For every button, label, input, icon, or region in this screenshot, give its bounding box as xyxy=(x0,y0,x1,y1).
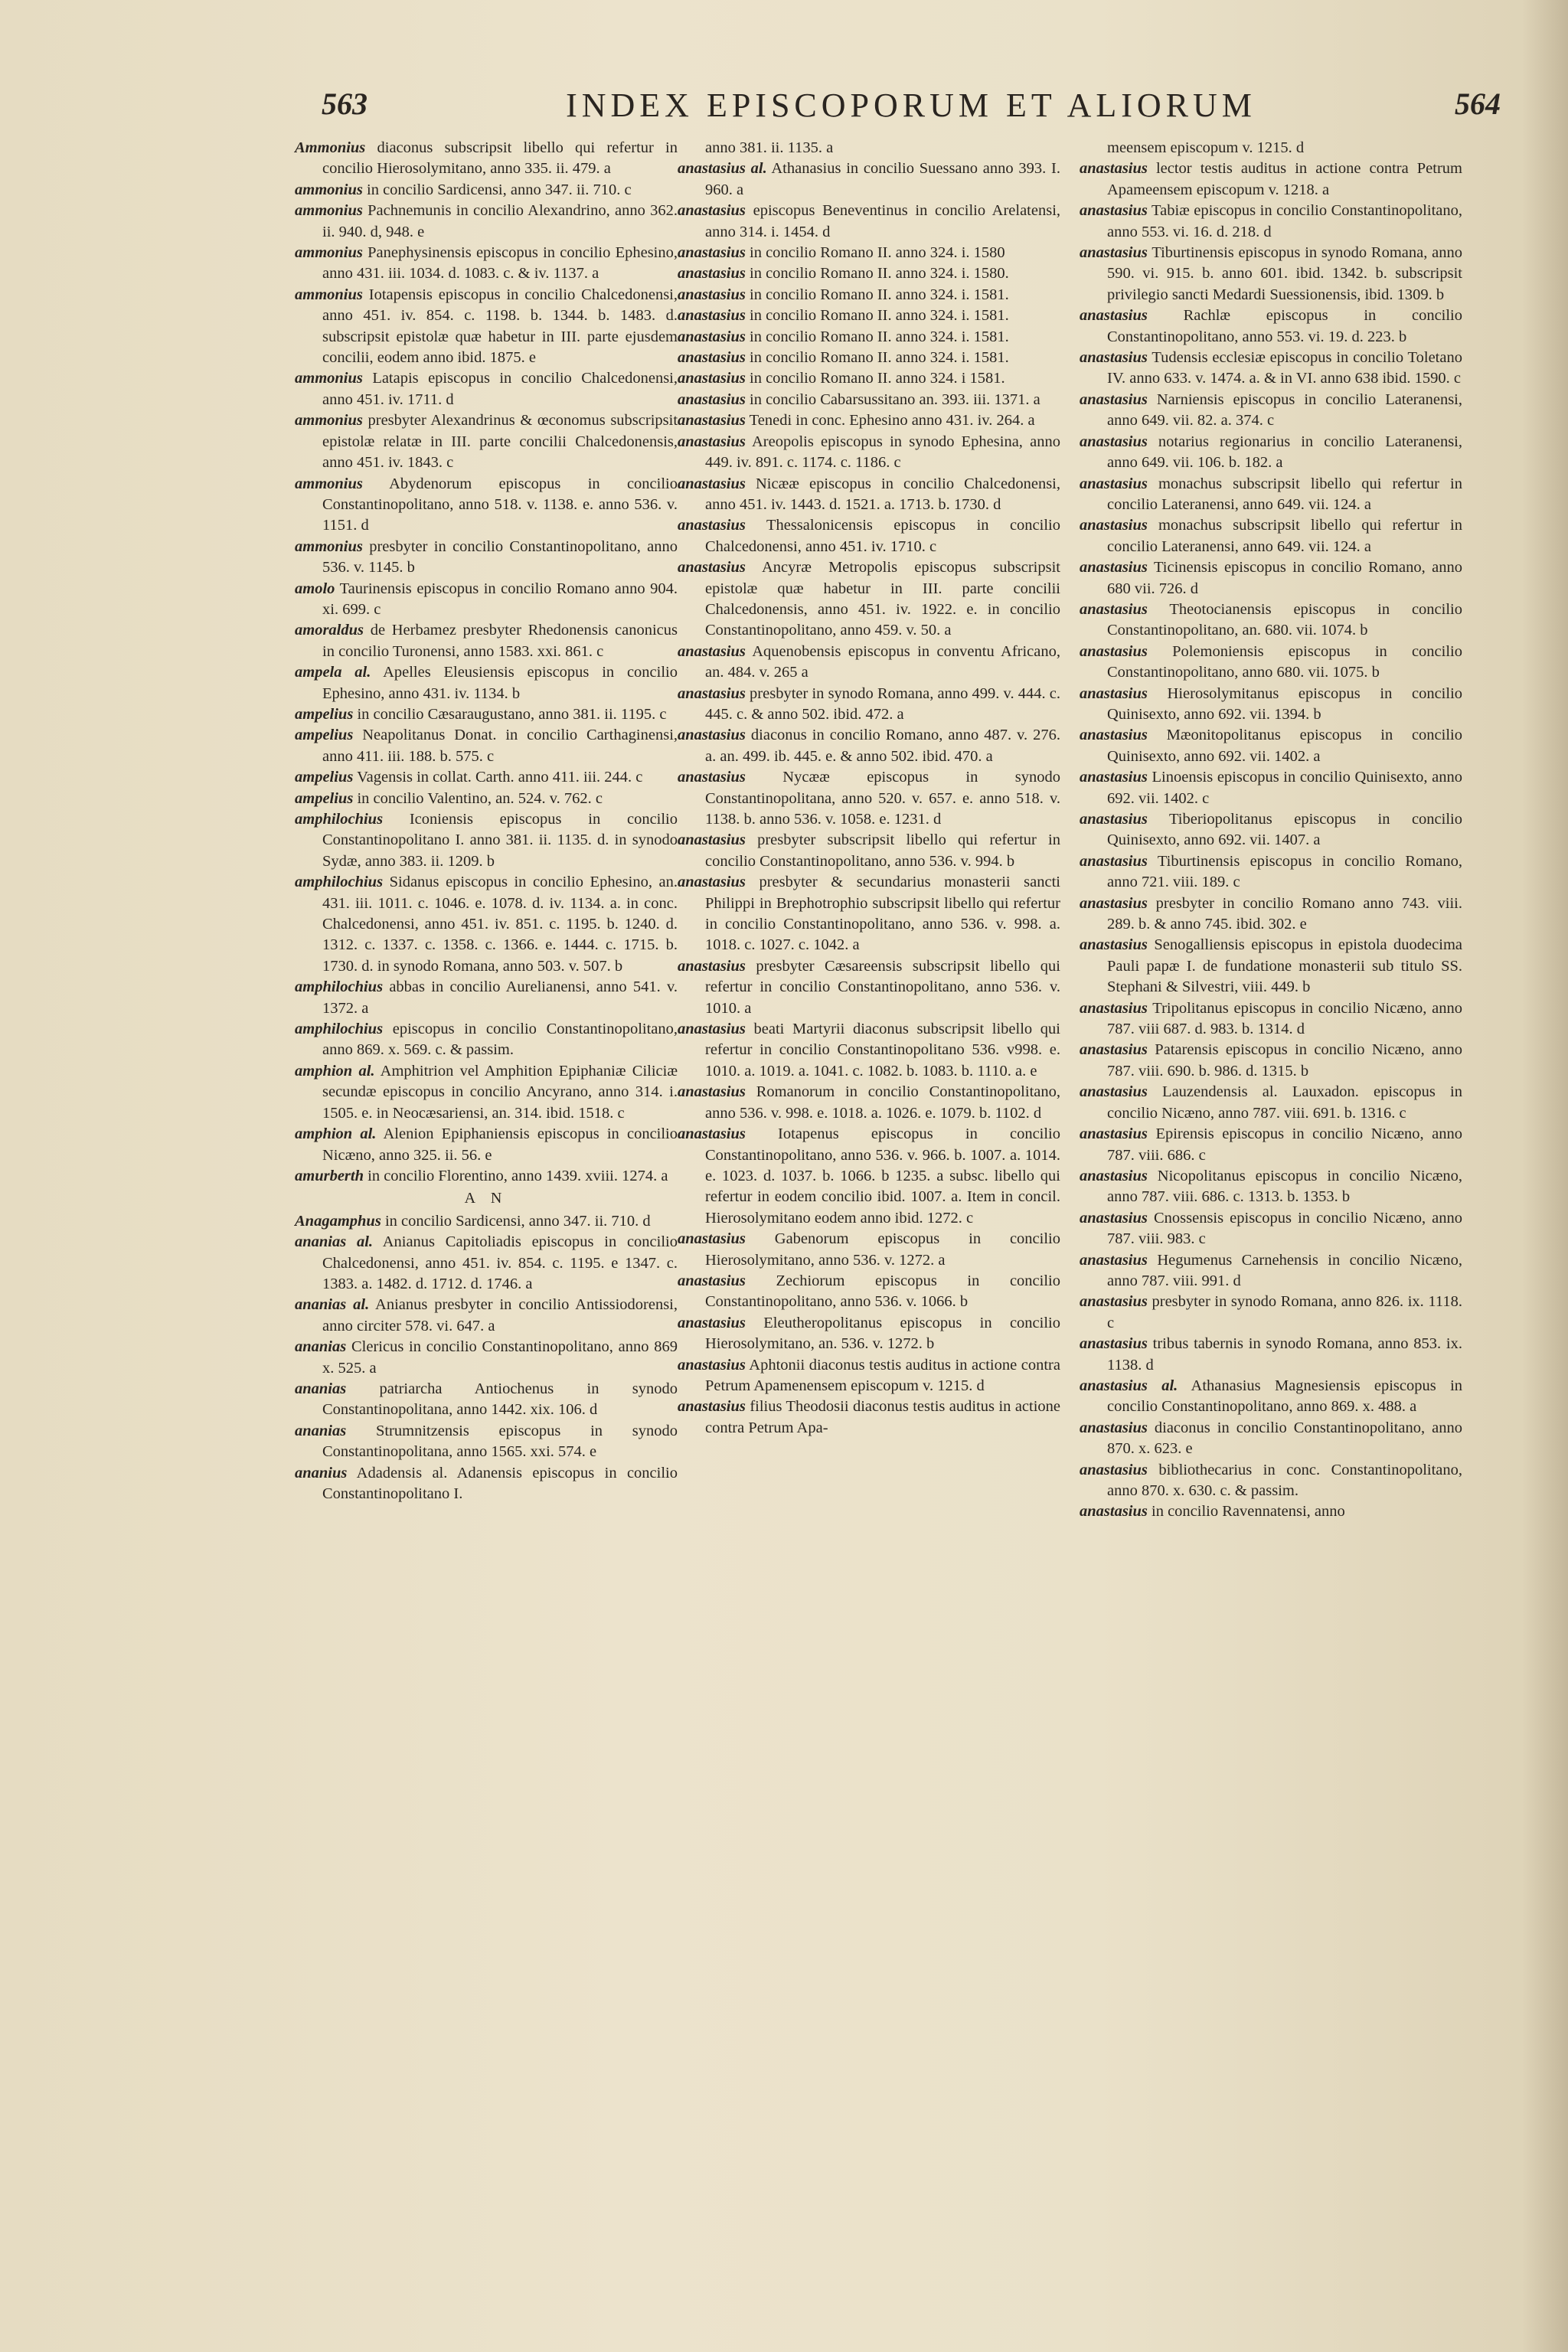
entry-text: Ancyræ Metropolis episcopus subscripsit epistolæ quæ habetur in III. parte concilii Chalcedonensis, anno 451. iv. 1922. e. in concilio Constantinopolitano, anno 459. v. 50. a xyxy=(705,559,1060,639)
entry-headword: anastasius xyxy=(678,559,746,577)
entry-text: in concilio Ravennatensi, anno xyxy=(1152,1503,1345,1521)
entry-headword: anastasius xyxy=(1080,1293,1148,1311)
entry-text: Tudensis ecclesiæ episcopus in concilio Toletano IV. anno 633. v. 1474. a. & in VI. anno 638 ibid. 1590. c xyxy=(1107,349,1462,387)
entry-headword: ammonius xyxy=(295,244,363,262)
index-entry xyxy=(678,684,1060,726)
entry-text: Vagensis in collat. Carth. anno 411. iii. 244. c xyxy=(357,769,643,786)
index-entry xyxy=(295,201,678,243)
entry-text: Taurinensis episcopus in concilio Romano anno 904. xi. 699. c xyxy=(322,580,678,618)
entry-text: in concilio Romano II. anno 324. i. 1581. xyxy=(750,307,1009,325)
entry-headword: anastasius xyxy=(678,957,746,975)
index-entry xyxy=(295,1124,678,1166)
entry-headword: anastasius xyxy=(678,286,746,303)
index-entry xyxy=(678,410,1060,431)
entry-headword: anastasius xyxy=(678,1125,746,1143)
index-entry xyxy=(678,158,1060,201)
entry-headword: anastasius xyxy=(678,349,746,367)
entry-text: Epirensis episcopus in concilio Nicæno, anno 787. viii. 686. c xyxy=(1107,1125,1463,1164)
index-entry xyxy=(1080,767,1462,809)
entry-headword: ampelius xyxy=(295,727,354,744)
entry-text: Gabenorum episcopus in concilio Hierosolymitano, anno 536. v. 1272. a xyxy=(705,1230,1060,1269)
index-entry xyxy=(678,1229,1060,1271)
index-entry xyxy=(678,557,1060,642)
index-entry xyxy=(295,977,678,1019)
entry-text: presbyter Cæsareensis subscripsit libello qui refertur in concilio Constantinopolitano, anno 536. v. 1010. a xyxy=(705,957,1061,1017)
index-entry xyxy=(295,620,678,662)
entry-text: Alenion Epiphaniensis episcopus in concilio Nicæno, anno 325. ii. 56. e xyxy=(322,1125,678,1164)
entry-text: diaconus in concilio Constantinopolitano, anno 870. x. 623. e xyxy=(1107,1419,1462,1458)
entry-headword: anastasius xyxy=(678,1356,746,1374)
entry-text: diaconus subscripsit libello qui refertur in concilio Hierosolymitano, anno 335. ii. 479. a xyxy=(322,139,678,178)
index-entry xyxy=(295,1211,678,1232)
entry-headword: Anagamphus xyxy=(295,1212,381,1230)
entry-text: Latapis episcopus in concilio Chalcedonensi, anno 451. iv. 1711. d xyxy=(322,370,678,408)
entry-text: Hegumenus Carnehensis in concilio Nicæno, anno 787. viii. 991. d xyxy=(1107,1251,1462,1289)
index-entry xyxy=(1080,138,1462,158)
entry-headword: anastasius xyxy=(1080,769,1148,786)
entry-text: anno 381. ii. 1135. a xyxy=(705,139,834,156)
index-entry xyxy=(1080,684,1462,726)
entry-text: in concilio Romano II. anno 324. i 1581. xyxy=(750,370,1005,387)
entry-text: episcopus in concilio Constantinopolitano, anno 869. x. 569. c. & passim. xyxy=(322,1021,678,1059)
entry-headword: amphilochius xyxy=(295,978,384,996)
index-entry xyxy=(678,263,1060,284)
entry-text: Iotapensis episcopus in concilio Chalcedonensi, anno 451. iv. 854. c. 1198. b. 1344. b. 1483. d. subscripsit epistolæ quæ habetur in III. parte ejusdem concilii, eodem anno ibid. 1875. e xyxy=(322,286,678,367)
entry-text: Tiburtinensis episcopus in synodo Romana, anno 590. vi. 915. b. anno 601. ibid. 1342. b. subscripsit privilegio sancti Medardi Suessionensis, ibid. 1309. b xyxy=(1107,244,1462,303)
index-entry xyxy=(1080,809,1462,851)
index-entry xyxy=(1080,893,1462,936)
index-entry xyxy=(1080,935,1462,998)
entry-text: Tabiæ episcopus in concilio Constantinopolitano, anno 553. vi. 16. d. 218. d xyxy=(1107,202,1462,240)
index-entry xyxy=(295,243,678,285)
index-entry xyxy=(295,767,678,788)
index-entry xyxy=(678,432,1060,474)
entry-headword: anastasius xyxy=(678,433,746,450)
entry-headword: anastasius xyxy=(1080,894,1148,912)
entry-text: episcopus Beneventinus in concilio Arelatensi, anno 314. i. 1454. d xyxy=(705,202,1061,240)
index-entry xyxy=(678,305,1060,326)
entry-text: in concilio Florentino, anno 1439. xviii. 1274. a xyxy=(368,1167,668,1184)
index-entry xyxy=(678,138,1060,158)
entry-headword: anastasius xyxy=(1080,1209,1148,1227)
entry-headword: anastasius xyxy=(678,370,746,387)
entry-text: Zechiorum episcopus in concilio Constantinopolitano, anno 536. v. 1066. b xyxy=(705,1272,1060,1311)
entry-text: Strumnitzensis episcopus in synodo Constantinopolitana, anno 1565. xxi. 574. e xyxy=(322,1422,678,1461)
index-entry xyxy=(678,285,1060,305)
entry-headword: anastasius xyxy=(1080,1167,1148,1184)
index-entry xyxy=(295,872,678,977)
entry-headword: anastasius xyxy=(678,517,746,534)
entry-headword: anastasius xyxy=(1080,517,1148,534)
entry-headword: ananias al. xyxy=(295,1233,374,1251)
entry-text: Nicææ episcopus in concilio Chalcedonensi, anno 451. iv. 1443. d. 1521. a. 1713. b. 1730. d xyxy=(705,475,1060,513)
entry-headword: anastasius xyxy=(678,684,746,702)
entry-text: Iconiensis episcopus in concilio Constantinopolitano I. anno 381. ii. 1135. d. in synodo Sydæ, anno 383. ii. 1209. b xyxy=(322,811,678,870)
index-entry xyxy=(295,410,678,473)
entry-text: Sidanus episcopus in concilio Ephesino, an. 431. iii. 1011. c. 1046. e. 1078. d. iv. 1134. a. in conc. Chalcedonensi, anno 451. iv. 851. c. 1195. b. 1240. d. 1312. c. 1337. c. 1358. c. 1366. e. 1444. c. 1715. b. 1730. d. in synodo Romana, anno 503. v. 507. b xyxy=(322,874,678,975)
index-entry xyxy=(678,956,1060,1019)
index-entry xyxy=(1080,390,1462,432)
entry-headword: anastasius xyxy=(1080,1083,1148,1101)
entry-text: monachus subscripsit libello qui refertur in concilio Lateranensi, anno 649. vii. 124. a xyxy=(1107,517,1463,555)
entry-headword: ammonius xyxy=(295,181,363,198)
entry-headword: anastasius xyxy=(1080,852,1148,870)
index-entry xyxy=(1080,432,1462,474)
entry-text: Neapolitanus Donat. in concilio Carthaginensi, anno 411. iii. 188. b. 575. c xyxy=(322,727,678,765)
index-entry xyxy=(295,474,678,537)
index-entry xyxy=(678,1019,1060,1082)
entry-text: meensem episcopum v. 1215. d xyxy=(1107,139,1305,156)
index-entry xyxy=(1080,1501,1462,1522)
entry-headword: ammonius xyxy=(295,286,363,303)
entry-headword: anastasius xyxy=(678,769,746,786)
entry-text: Eleutheropolitanus episcopus in concilio Hierosolymitano, an. 536. v. 1272. b xyxy=(705,1314,1060,1353)
entry-headword: anastasius xyxy=(1080,160,1148,178)
entry-text: Tenedi in conc. Ephesino anno 431. iv. 264. a xyxy=(749,412,1035,430)
index-entry xyxy=(1080,998,1462,1040)
entry-text: in concilio Sardicensi, anno 347. ii. 710. d xyxy=(384,1212,651,1230)
index-entry xyxy=(1080,243,1462,305)
left-page-number: 563 xyxy=(322,87,368,121)
entry-text: Narniensis episcopus in concilio Lateranensi, anno 649. vii. 82. a. 374. c xyxy=(1107,390,1463,430)
entry-headword: anastasius xyxy=(678,475,746,492)
index-column-2 xyxy=(678,138,1060,1439)
entry-headword: anastasius xyxy=(1080,727,1148,744)
entry-headword: anastasius xyxy=(1080,475,1148,492)
index-entry xyxy=(678,1082,1060,1124)
index-entry xyxy=(295,579,678,621)
entry-headword: anastasius xyxy=(678,1314,746,1331)
entry-text: Polemoniensis episcopus in concilio Constantinopolitano, anno 680. vii. 1075. b xyxy=(1107,642,1462,681)
entry-headword: amphion al. xyxy=(295,1062,375,1080)
index-entry xyxy=(678,1313,1060,1355)
entry-headword: ampela al. xyxy=(295,664,371,681)
entry-headword: anastasius xyxy=(1080,390,1148,408)
index-entry xyxy=(678,390,1060,410)
entry-text: Nicopolitanus episcopus in concilio Nicæno, anno 787. viii. 686. c. 1313. b. 1353. b xyxy=(1107,1167,1462,1206)
entry-text: Tripolitanus episcopus in concilio Nicæno, anno 787. viii 687. d. 983. b. 1314. d xyxy=(1107,999,1462,1038)
index-entry xyxy=(678,327,1060,348)
entry-headword: anastasius xyxy=(678,1272,746,1289)
index-entry xyxy=(678,515,1060,557)
entry-headword: anastasius xyxy=(678,244,746,262)
index-entry xyxy=(1080,1208,1462,1250)
entry-text: in concilio Valentino, an. 524. v. 762. c xyxy=(357,789,603,807)
entry-text: Pachnemunis in concilio Alexandrino, anno 362. ii. 940. d, 948. e xyxy=(322,202,678,240)
index-entry xyxy=(678,872,1060,956)
entry-headword: amphilochius xyxy=(295,1021,384,1038)
entry-headword: amurberth xyxy=(295,1167,364,1184)
entry-text: Anianus presbyter in concilio Antissiodorensi, anno circiter 578. vi. 647. a xyxy=(322,1296,678,1334)
entry-text: presbyter subscripsit libello qui refertur in concilio Constantinopolitano, anno 536. v. 994. b xyxy=(705,831,1060,870)
index-entry xyxy=(295,1337,678,1379)
entry-text: in concilio Sardicensi, anno 347. ii. 710. c xyxy=(367,181,632,198)
entry-headword: ammonius xyxy=(295,475,363,492)
index-entry xyxy=(1080,1166,1462,1208)
entry-headword: anastasius al. xyxy=(1080,1377,1178,1394)
entry-headword: anastasius xyxy=(678,1398,746,1416)
entry-text: presbyter in synodo Romana, anno 499. v. 444. c. 445. c. & anno 502. ibid. 472. a xyxy=(705,684,1060,723)
entry-headword: ananias xyxy=(295,1422,347,1439)
index-entry xyxy=(1080,305,1462,348)
entry-text: tribus tabernis in synodo Romana, anno 853. ix. 1138. d xyxy=(1107,1335,1463,1374)
index-entry xyxy=(678,348,1060,368)
index-entry xyxy=(1080,1082,1462,1124)
index-entry xyxy=(678,830,1060,872)
entry-headword: anastasius xyxy=(1080,1503,1148,1521)
entry-text: Senogalliensis episcopus in epistola duodecima Pauli papæ I. de fundatione monasterii sub titulo SS. Stephani & Silvestri, viii. 449. b xyxy=(1107,936,1462,996)
index-entry xyxy=(678,1355,1060,1397)
entry-headword: anastasius xyxy=(1080,1251,1148,1269)
entry-headword: amolo xyxy=(295,580,335,597)
entry-headword: ammonius xyxy=(295,370,363,387)
index-entry xyxy=(295,725,678,767)
entry-headword: ananias xyxy=(295,1338,347,1356)
entry-text: Romanorum in concilio Constantinopolitano, anno 536. v. 998. e. 1018. a. 1026. e. 1079. b. 1102. d xyxy=(705,1083,1060,1122)
entry-headword: anastasius xyxy=(678,727,746,744)
index-entry xyxy=(295,368,678,410)
entry-headword: amphilochius xyxy=(295,811,384,828)
entry-headword: anastasius xyxy=(1080,642,1148,660)
entry-text: presbyter in synodo Romana, anno 826. ix. 1118. c xyxy=(1107,1293,1462,1331)
entry-headword: anastasius xyxy=(678,412,746,430)
entry-text: Anianus Capitoliadis episcopus in concilio Chalcedonensi, anno 451. iv. 854. c. 1195. e 1347. c. 1383. a. 1482. d. 1712. d. 1746. a xyxy=(322,1233,678,1292)
entry-text: diaconus in concilio Romano, anno 487. v. 276. a. an. 499. ib. 445. e. & anno 502. ibid. 470. a xyxy=(705,727,1061,765)
entry-headword: ammonius xyxy=(295,537,363,555)
entry-headword: anastasius xyxy=(1080,1461,1148,1478)
index-entry xyxy=(678,474,1060,516)
entry-text: presbyter in concilio Romano anno 743. viii. 289. b. & anno 745. ibid. 302. e xyxy=(1107,894,1462,933)
entry-text: bibliothecarius in conc. Constantinopolitano, anno 870. x. 630. c. & passim. xyxy=(1107,1461,1462,1499)
index-entry xyxy=(295,809,678,872)
entry-headword: anastasius xyxy=(1080,433,1148,450)
index-entry xyxy=(1080,1376,1462,1418)
entry-text: Rachlæ episcopus in concilio Constantinopolitano, anno 553. vi. 19. d. 223. b xyxy=(1107,307,1462,345)
page-header xyxy=(322,86,1501,139)
entry-headword: ampelius xyxy=(295,789,354,807)
index-entry xyxy=(1080,1334,1462,1376)
entry-text: Mæonitopolitanus episcopus in concilio Quinisexto, anno 692. vii. 1402. a xyxy=(1107,727,1462,765)
index-entry xyxy=(1080,201,1462,243)
index-entry xyxy=(1080,1460,1462,1502)
index-entry xyxy=(295,138,678,180)
entry-text: Ticinensis episcopus in concilio Romano, anno 680 vii. 726. d xyxy=(1107,559,1462,597)
entry-headword: ammonius xyxy=(295,412,363,430)
entry-headword: ampelius xyxy=(295,705,354,723)
entry-text: Athanasius in concilio Suessano anno 393. I. 960. a xyxy=(705,160,1061,198)
index-entry xyxy=(1080,851,1462,893)
running-title: INDEX EPISCOPORUM ET ALIORUM xyxy=(566,87,1256,124)
right-page-number: 564 xyxy=(1455,87,1501,121)
entry-headword: ampelius xyxy=(295,769,354,786)
entry-headword: anastasius xyxy=(1080,1125,1148,1143)
entry-headword: anastasius xyxy=(1080,600,1148,618)
entry-text: in concilio Romano II. anno 324. i. 1581. xyxy=(750,349,1009,367)
entry-headword: anastasius xyxy=(678,642,746,660)
entry-text: Theotocianensis episcopus in concilio Constantinopolitano, an. 680. vii. 1074. b xyxy=(1107,600,1462,639)
index-entry xyxy=(295,537,678,579)
entry-headword: anastasius xyxy=(1080,1335,1148,1353)
entry-headword: anastasius xyxy=(678,202,746,220)
index-entry xyxy=(295,1019,678,1061)
entry-text: Lauzendensis al. Lauxadon. episcopus in concilio Nicæno, anno 787. viii. 691. b. 1316. c xyxy=(1107,1083,1462,1122)
entry-text: presbyter & secundarius monasterii sancti Philippi in Brephotrophio subscripsit libello qui refertur in concilio Constantinopolitano, anno 536. v. 998. a. 1018. c. 1027. c. 1042. a xyxy=(705,874,1060,954)
index-entry xyxy=(678,642,1060,684)
index-entry xyxy=(678,1271,1060,1313)
entry-text: in concilio Romano II. anno 324. i. 1580 xyxy=(750,244,1005,262)
index-entry xyxy=(1080,1250,1462,1292)
entry-headword: anastasius xyxy=(1080,559,1148,577)
entry-headword: amphion al. xyxy=(295,1125,377,1143)
index-entry xyxy=(678,725,1060,767)
entry-text: Tiburtinensis episcopus in concilio Romano, anno 721. viii. 189. c xyxy=(1107,852,1462,891)
entry-text: in concilio Cabarsussitano an. 393. iii. 1371. a xyxy=(750,390,1040,408)
entry-text: filius Theodosii diaconus testis auditus in actione contra Petrum Apa- xyxy=(705,1398,1061,1436)
entry-text: in concilio Cæsaraugustano, anno 381. ii. 1195. c xyxy=(357,705,667,723)
entry-text: de Herbamez presbyter Rhedonensis canonicus in concilio Turonensi, anno 1583. xxi. 861. c xyxy=(322,622,678,660)
entry-headword: ananias xyxy=(295,1380,347,1397)
entry-text: in concilio Romano II. anno 324. i. 1580. xyxy=(750,265,1009,283)
index-entry xyxy=(295,1421,678,1463)
index-entry xyxy=(295,285,678,369)
index-entry xyxy=(295,1379,678,1421)
index-entry xyxy=(678,201,1060,243)
index-entry xyxy=(1080,1040,1462,1082)
entry-headword: anastasius xyxy=(678,307,746,325)
entry-text: Nycææ episcopus in synodo Constantinopolitana, anno 520. v. 657. e. anno 518. v. 1138. b. anno 536. v. 1058. e. 1231. d xyxy=(705,769,1061,828)
entry-text: Iotapenus episcopus in concilio Constantinopolitano, anno 536. v. 966. b. 1007. a. 1014. e. 1023. d. 1037. b. 1066. b 1235. a subsc. libello qui refertur in eodem concilio ibid. 1007. a. Item in concil. Hierosolymitano eodem anno ibid. 1272. c xyxy=(705,1125,1061,1227)
entry-headword: anastasius xyxy=(1080,1041,1148,1059)
entry-text: Areopolis episcopus in synodo Ephesina, anno 449. iv. 891. c. 1174. c. 1186. c xyxy=(705,433,1060,472)
index-entry xyxy=(295,1463,678,1505)
entry-headword: anastasius xyxy=(1080,999,1148,1017)
entry-text: Aquenobensis episcopus in conventu Africano, an. 484. v. 265 a xyxy=(705,642,1061,681)
entry-headword: anastasius xyxy=(1080,684,1148,702)
entry-headword: ananias al. xyxy=(295,1296,370,1314)
entry-headword: anastasius xyxy=(678,390,746,408)
index-entry xyxy=(1080,1292,1462,1334)
entry-text: presbyter Alexandrinus & œconomus subscripsit epistolæ relatæ in III. parte concilii Chalcedonensis, anno 451. iv. 1843. c xyxy=(322,412,678,472)
page-edge-shadow xyxy=(1522,0,1568,2352)
index-entry xyxy=(295,1061,678,1124)
entry-text: Clericus in concilio Constantinopolitano, anno 869 x. 525. a xyxy=(322,1338,678,1377)
entry-text: Abydenorum episcopus in concilio Constantinopolitano, anno 518. v. 1138. e. anno 536. v. 1151. d xyxy=(322,475,678,534)
index-entry xyxy=(1080,557,1462,599)
entry-headword: amphilochius xyxy=(295,874,384,891)
entry-headword: ananius xyxy=(295,1464,348,1481)
index-column-1 xyxy=(295,138,678,1504)
entry-text: Thessalonicensis episcopus in concilio Chalcedonensi, anno 451. iv. 1710. c xyxy=(705,517,1060,555)
index-entry xyxy=(1080,158,1462,201)
entry-headword: anastasius xyxy=(678,1083,746,1101)
entry-text: Amphitrion vel Amphition Epiphaniæ Ciliciæ secundæ episcopus in concilio Ancyrano, anno 314. i. 1505. e. in Neocæsariensi, an. 314. ibid. 1518. c xyxy=(322,1062,678,1122)
index-entry xyxy=(1080,1418,1462,1460)
entry-headword: anastasius xyxy=(1080,936,1148,954)
entry-text: notarius regionarius in concilio Lateranensi, anno 649. vii. 106. b. 182. a xyxy=(1107,433,1463,472)
index-entry xyxy=(1080,599,1462,642)
entry-headword: anastasius xyxy=(1080,244,1148,262)
index-entry xyxy=(678,243,1060,263)
entry-text: Panephysinensis episcopus in concilio Ephesino, anno 431. iii. 1034. d. 1083. c. & iv. 1137. a xyxy=(322,244,678,283)
index-column-3 xyxy=(1080,138,1462,1523)
index-entry xyxy=(1080,474,1462,516)
index-entry xyxy=(295,1166,678,1187)
entry-headword: anastasius xyxy=(1080,202,1148,220)
entry-text: Linoensis episcopus in concilio Quinisexto, anno 692. vii. 1402. c xyxy=(1107,769,1462,807)
index-entry xyxy=(295,662,678,704)
entry-text: Athanasius Magnesiensis episcopus in concilio Constantinopolitano, anno 869. x. 488. a xyxy=(1107,1377,1463,1416)
entry-headword: ammonius xyxy=(295,202,363,220)
entry-text: monachus subscripsit libello qui refertur in concilio Lateranensi, anno 649. vii. 124. a xyxy=(1107,475,1463,513)
index-entry xyxy=(1080,348,1462,390)
entry-headword: anastasius xyxy=(1080,307,1148,325)
entry-text: abbas in concilio Aurelianensi, anno 541. v. 1372. a xyxy=(322,978,678,1017)
entry-headword: anastasius xyxy=(678,328,746,345)
entry-headword: anastasius al. xyxy=(678,160,767,178)
index-entry xyxy=(295,180,678,201)
entry-text: Cnossensis episcopus in concilio Nicæno, anno 787. viii. 983. c xyxy=(1107,1209,1462,1248)
entry-text: in concilio Romano II. anno 324. i. 1581. xyxy=(750,286,1009,303)
entry-headword: anastasius xyxy=(678,831,746,849)
entry-text: Aphtonii diaconus testis auditus in actione contra Petrum Apamenensem episcopum v. 1215. d xyxy=(705,1356,1060,1394)
entry-headword: anastasius xyxy=(678,1230,746,1248)
index-entry xyxy=(1080,725,1462,767)
entry-headword: anastasius xyxy=(1080,811,1148,828)
entry-headword: anastasius xyxy=(1080,1419,1148,1436)
entry-text: Apelles Eleusiensis episcopus in concilio Ephesino, anno 431. iv. 1134. b xyxy=(322,664,678,702)
entry-text: beati Martyrii diaconus subscripsit libello qui refertur in concilio Constantinopolitano 536. v998. e. 1010. a. 1019. a. 1041. c. 1082. b. 1083. b. 1110. a. e xyxy=(705,1021,1060,1080)
index-entry xyxy=(295,704,678,725)
section-heading: A N xyxy=(464,1190,508,1207)
index-entry xyxy=(1080,515,1462,557)
index-entry xyxy=(678,1396,1060,1439)
entry-text: Adadensis al. Adanensis episcopus in concilio Constantinopolitano I. xyxy=(322,1464,678,1502)
entry-headword: anastasius xyxy=(1080,349,1148,367)
index-entry xyxy=(678,1124,1060,1229)
entry-headword: anastasius xyxy=(678,1021,746,1038)
entry-text: Hierosolymitanus episcopus in concilio Quinisexto, anno 692. vii. 1394. b xyxy=(1107,684,1463,723)
entry-headword: amoraldus xyxy=(295,622,364,639)
entry-text: Patarensis episcopus in concilio Nicæno, anno 787. viii. 690. b. 986. d. 1315. b xyxy=(1107,1041,1462,1080)
entry-headword: Ammonius xyxy=(295,139,366,156)
index-entry xyxy=(678,368,1060,389)
index-entry xyxy=(295,1232,678,1295)
entry-text: Tiberiopolitanus episcopus in concilio Quinisexto, anno 692. vii. 1407. a xyxy=(1107,811,1462,849)
entry-headword: anastasius xyxy=(678,265,746,283)
entry-text: presbyter in concilio Constantinopolitano, anno 536. v. 1145. b xyxy=(322,537,678,577)
entry-text: in concilio Romano II. anno 324. i. 1581. xyxy=(750,328,1009,345)
index-entry xyxy=(295,789,678,809)
index-entry xyxy=(678,767,1060,830)
index-entry xyxy=(1080,1124,1462,1166)
index-entry xyxy=(295,1295,678,1337)
entry-text: lector testis auditus in actione contra Petrum Apameensem episcopum v. 1218. a xyxy=(1107,160,1462,198)
entry-text: patriarcha Antiochenus in synodo Constantinopolitana, anno 1442. xix. 106. d xyxy=(322,1380,678,1419)
entry-headword: anastasius xyxy=(678,874,746,891)
index-entry xyxy=(1080,642,1462,684)
